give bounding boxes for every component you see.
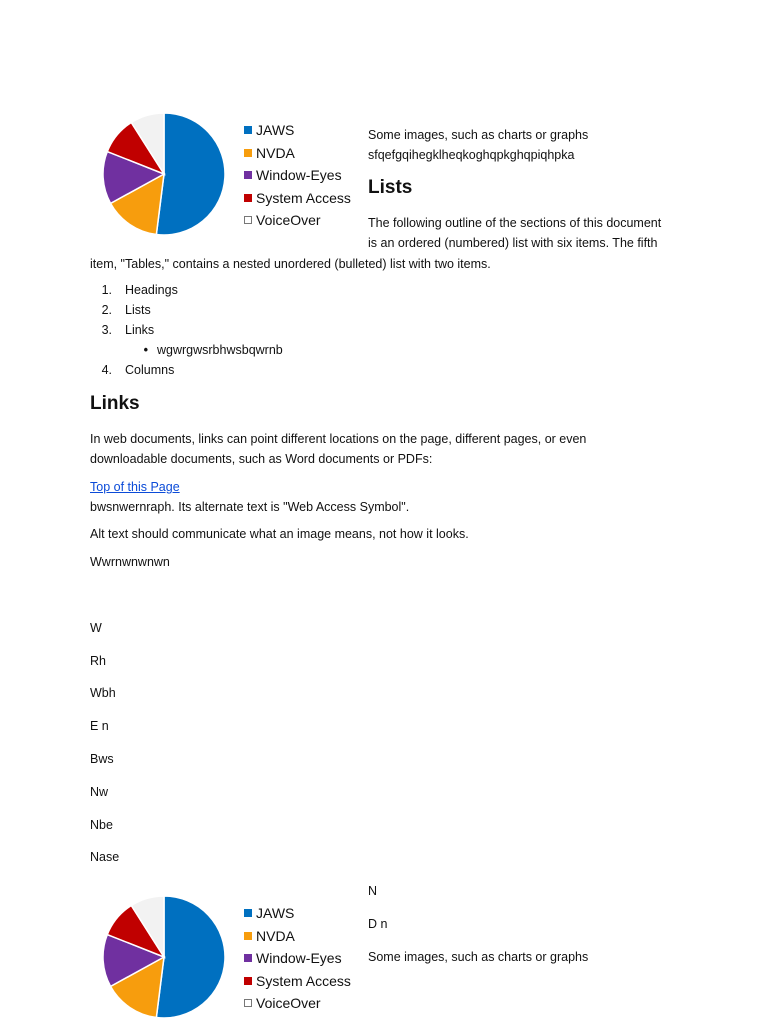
legend-label: VoiceOver [256, 995, 321, 1011]
legend-item-nvda [244, 925, 351, 948]
outline-list [90, 280, 283, 380]
top-link-wrap [90, 477, 180, 497]
pie-chart-1-svg [96, 106, 232, 242]
legend-label: NVDA [256, 927, 295, 944]
bottom-image-note: Some images, such as charts or graphs [368, 950, 589, 964]
word-line: Bws [90, 752, 114, 766]
pie-slice-jaws [156, 896, 225, 1018]
top-of-page-link[interactable]: Top of this Page [90, 480, 180, 494]
legend-label: Window-Eyes [256, 167, 342, 183]
legend-label: VoiceOver [256, 212, 321, 228]
list-item [90, 320, 283, 340]
word-line: Wwrnwnwnwn [90, 555, 170, 569]
legend-item-jaws [244, 902, 351, 925]
legend-item-voiceover [244, 209, 351, 232]
legend-label: JAWS [256, 905, 295, 921]
legend-label: NVDA [256, 144, 295, 161]
legend-label: System Access [256, 189, 351, 206]
pie-chart-2-svg [96, 889, 232, 1025]
legend-label: JAWS [256, 122, 295, 138]
legend-label: System Access [256, 972, 351, 989]
lists-paragraph-line-1: The following outline of the sections of this document [368, 216, 662, 230]
word-line: Rh [90, 654, 106, 668]
word-line: Wbh [90, 686, 116, 700]
legend-item-window-eyes [244, 947, 351, 970]
nvda-swatch [244, 149, 252, 157]
list-item-label: Columns [125, 363, 175, 377]
legend-item-system-access [244, 970, 351, 993]
lists-paragraph-line-3: item, "Tables," contains a nested unordered (bulleted) list with two items. [90, 257, 491, 271]
pie-chart-2 [96, 889, 232, 1025]
legend-item-jaws [244, 119, 351, 142]
window-eyes-swatch [244, 171, 252, 179]
list-number: 3. [101, 323, 112, 337]
bottom-line-n: N [368, 884, 378, 898]
image-note: Some images, such as charts or graphs [368, 128, 589, 142]
jaws-swatch [244, 126, 252, 134]
pie-slice-jaws [156, 113, 225, 235]
word-line: E n [90, 719, 109, 733]
links-heading: Links [90, 393, 140, 414]
legend-item-voiceover [244, 992, 351, 1015]
voiceover-swatch [244, 216, 252, 224]
list-item [90, 300, 283, 320]
list-item [90, 280, 283, 300]
alt-text-note: Alt text should communicate what an image means, not how it looks. [90, 527, 469, 541]
list-item-label: Lists [125, 303, 151, 317]
alt-text-line: bwsnwernraph. Its alternate text is "Web Access Symbol". [90, 500, 410, 514]
links-paragraph-line-1: In web documents, links can point different locations on the page, different pages, or even [90, 432, 587, 446]
word-line: Nase [90, 850, 120, 864]
chart-1-legend [244, 119, 351, 232]
random-text-line: sfqefgqihegklheqkoghqpkghqpiqhpka [368, 148, 575, 162]
lists-paragraph-line-2: is an ordered (numbered) list with six items. The fifth [368, 236, 658, 250]
jaws-swatch [244, 909, 252, 917]
system-access-swatch [244, 977, 252, 985]
legend-label: Window-Eyes [256, 950, 342, 966]
voiceover-swatch [244, 999, 252, 1007]
lists-heading: Lists [368, 177, 413, 198]
word-line: Nbe [90, 818, 113, 832]
word-line: W [90, 621, 102, 635]
bottom-line-dn: D n [368, 917, 388, 931]
word-line: Nw [90, 785, 109, 799]
list-number: 2. [101, 303, 112, 317]
system-access-swatch [244, 194, 252, 202]
bullet-icon: • [143, 343, 148, 357]
legend-item-nvda [244, 142, 351, 165]
list-item-label: Links [125, 323, 155, 337]
links-paragraph-line-2: downloadable documents, such as Word documents or PDFs: [90, 452, 433, 466]
pie-chart-1 [96, 106, 232, 242]
list-item-label: Headings [125, 283, 178, 297]
list-item [90, 360, 283, 380]
chart-2-legend [244, 902, 351, 1015]
nested-list-item [90, 340, 283, 360]
list-number: 1. [101, 283, 112, 297]
nested-item-label: wgwrgwsrbhwsbqwrnb [157, 343, 283, 357]
list-number: 4. [101, 363, 112, 377]
legend-item-window-eyes [244, 164, 351, 187]
nvda-swatch [244, 932, 252, 940]
window-eyes-swatch [244, 954, 252, 962]
legend-item-system-access [244, 187, 351, 210]
